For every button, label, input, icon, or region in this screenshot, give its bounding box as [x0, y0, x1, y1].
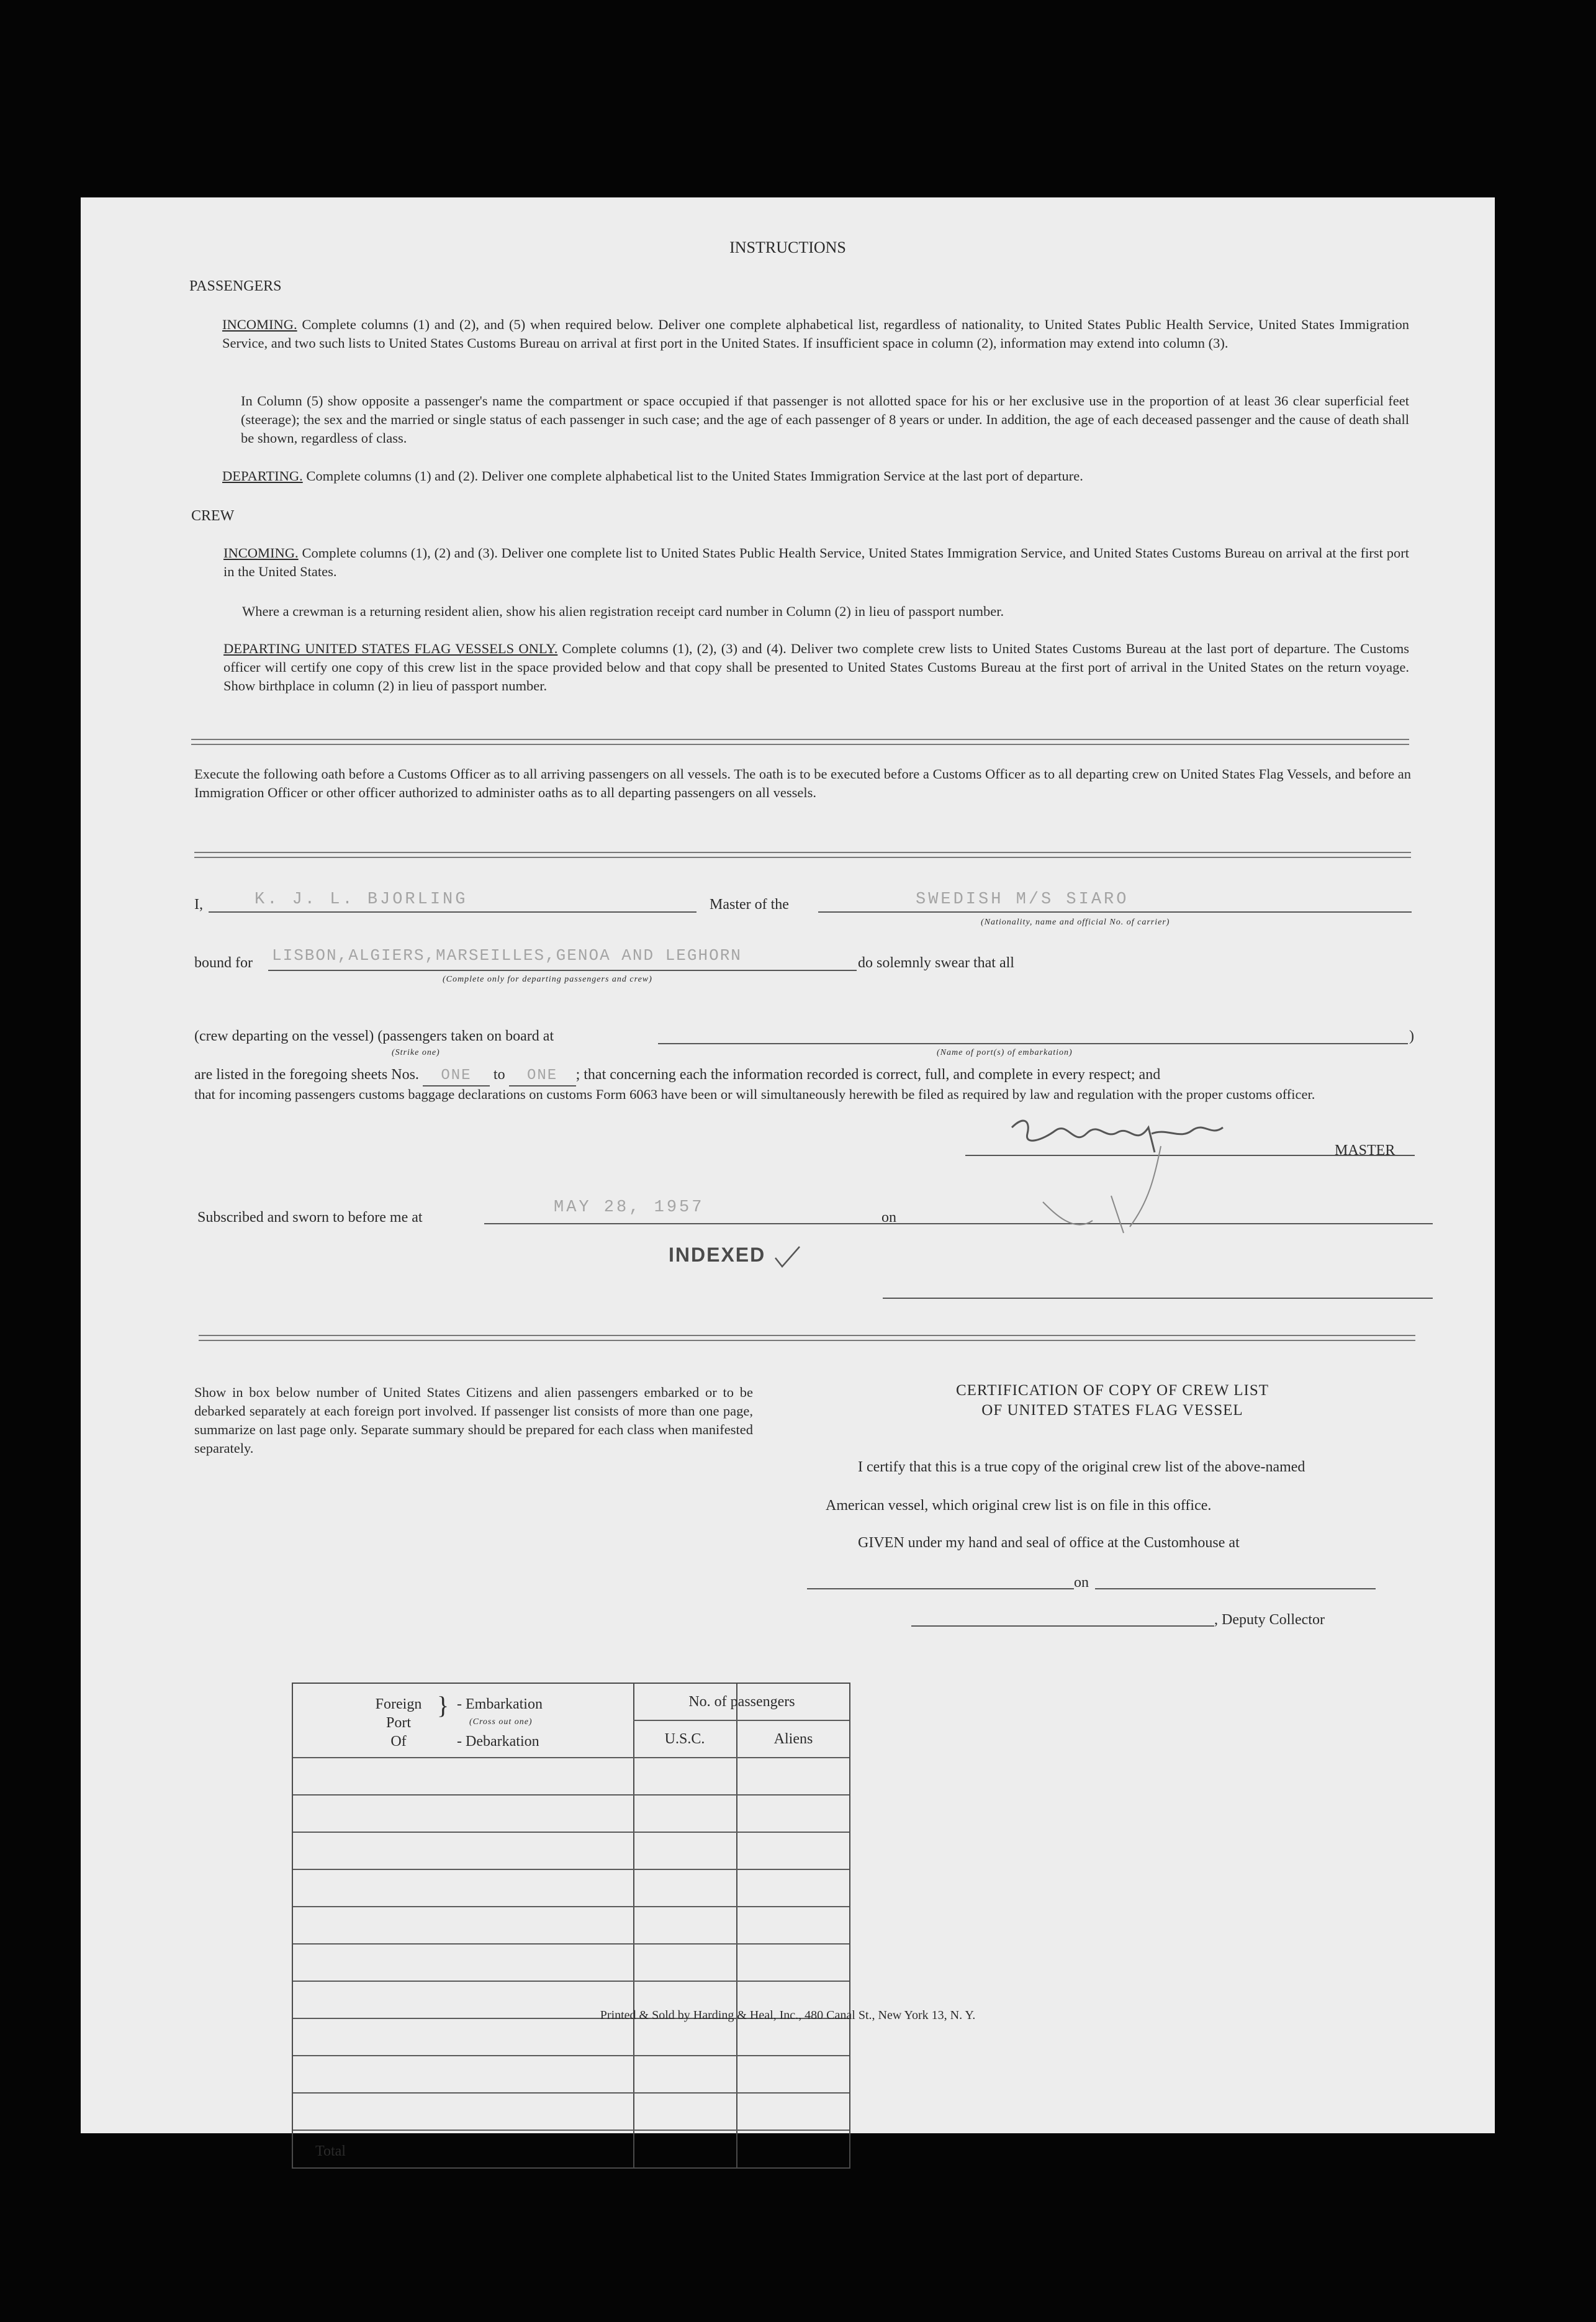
sworn-date: MAY 28, 1957 [554, 1198, 705, 1217]
deputy-signature-line [911, 1625, 1214, 1627]
section-divider [194, 852, 1411, 858]
cross-note: (Cross out one) [469, 1717, 533, 1727]
crew-resident-paragraph: Where a crewman is a returning resident alien, show his alien registration receipt card number in Column (2) in lieu of passport number. [242, 603, 1004, 619]
indexed-stamp [669, 1244, 803, 1269]
subscribed-label: Subscribed and sworn to before me at [197, 1209, 423, 1226]
baggage-text: that for incoming passengers customs baggage declarations on customs Form 6063 have been or will simultaneously herewith be filed as required by law and regulation with the proper customs officer. [194, 1086, 1315, 1102]
certification-date-line [1095, 1588, 1376, 1589]
form-sheet [81, 197, 1495, 2159]
certification-title-line2: OF UNITED STATES FLAG VESSEL [981, 1402, 1243, 1419]
master-name: K. J. L. BJORLING [255, 890, 468, 909]
bound-note: (Complete only for departing passengers and crew) [443, 975, 652, 984]
on-label: on [881, 1209, 896, 1226]
table-row [293, 1832, 849, 1833]
certification-title-line1: CERTIFICATION OF COPY OF CREW LIST [955, 1382, 1269, 1399]
passengers-column5-paragraph: In Column (5) show opposite a passenger's name the compartment or space occupied if that passenger is not allotted space for his or her exclusive use in the proportion of at least 36 clear superficial feet (steerage); the sex and the married or single status of each passenger in such case; and the age of each passenger of 8 years or under. In addition, the age of each deceased passenger and the cause of death shall be shown, regardless of class. [241, 393, 1409, 446]
crew-incoming-paragraph [223, 544, 1409, 581]
master-name-line [209, 911, 697, 913]
swear-text: do solemnly swear that all [858, 955, 1014, 971]
page-title: INSTRUCTIONS [729, 238, 846, 256]
certification-text3: GIVEN under my hand and seal of office at the Customhouse at [858, 1535, 1240, 1551]
table-row [293, 1906, 849, 1907]
passengers-departing-label: DEPARTING. [222, 468, 303, 484]
certification-text1: I certify that this is a true copy of the original crew list of the above-named [858, 1459, 1305, 1475]
bound-for-line [268, 970, 857, 971]
passengers-incoming-text: Complete columns (1) and (2), and (5) when required below. Deliver one complete alphabetical list, regardless of nationality, to United States Public Health Service, United States Immigration Service, and two such lists to United States Customs Bureau on arrival at first port in the United States. If insufficient space in column (2), information may extend into column (3). [222, 317, 1409, 351]
foreign-port-header [361, 1695, 436, 1751]
section-divider [191, 739, 1409, 745]
deputy-collector-label: , Deputy Collector [1214, 1612, 1325, 1628]
table-row [293, 2130, 849, 2131]
table-row [293, 1757, 849, 1758]
certification-text2: American vessel, which original crew list is on file in this office. [826, 1498, 1212, 1514]
table-row [293, 2092, 849, 2094]
check-mark-icon [772, 1244, 803, 1269]
debarkation-label: - Debarkation [457, 1733, 539, 1750]
certification-title [877, 1381, 1348, 1421]
vessel-line [818, 911, 1412, 913]
bound-for-label: bound for [194, 955, 253, 971]
aliens-header: Aliens [773, 1731, 813, 1747]
master-signature [1006, 1109, 1254, 1245]
strike-note: (Strike one) [392, 1048, 440, 1057]
sheet-to: ONE [526, 1067, 558, 1084]
crew-departing-label: DEPARTING UNITED STATES FLAG VESSELS ONLY. [223, 641, 558, 656]
of-label: Of [390, 1733, 407, 1750]
master-of-label: Master of the [710, 897, 789, 913]
foreign-label: Foreign [375, 1696, 422, 1712]
table-row [293, 1981, 849, 1982]
passengers-incoming-paragraph [222, 315, 1409, 353]
passengers-count-header: No. of passengers [688, 1694, 795, 1710]
section-divider [199, 1335, 1415, 1341]
printer-footer: Printed & Sold by Harding & Heal, Inc., 480 Canal St., New York 13, N. Y. [600, 2008, 976, 2022]
vessel-name: SWEDISH M/S SIARO [916, 890, 1129, 909]
crew-incoming-label: INCOMING. [223, 545, 299, 561]
indexed-stamp-text: INDEXED [669, 1244, 766, 1266]
table-row [293, 1794, 849, 1796]
passengers-heading: PASSENGERS [189, 278, 282, 294]
officer-signature-line [883, 1298, 1433, 1299]
customhouse-line [807, 1588, 1074, 1589]
summary-instructions: Show in box below number of United States Citizens and alien passengers embarked or to be debarked separately at each foreign port involved. If passenger list consists of more than one page, summarize on last page only. Separate summary should be prepared for each class when manifested separately. [194, 1385, 753, 1456]
embarkation-ports-line [658, 1043, 1408, 1044]
ports-note: (Name of port(s) of embarkation) [937, 1048, 1073, 1057]
table-row [293, 1869, 849, 1870]
sheet-from: ONE [441, 1067, 472, 1084]
table-row [293, 2055, 849, 2056]
table-column-divider [633, 1684, 634, 2167]
table-column-divider [736, 1684, 737, 2167]
port-label: Port [385, 1715, 411, 1731]
to-label: to [493, 1067, 505, 1083]
crew-heading: CREW [191, 508, 235, 524]
passenger-summary-table [292, 1683, 850, 2169]
oath-i-label: I, [194, 897, 203, 913]
master-label: MASTER [1335, 1142, 1395, 1159]
passengers-departing-text: Complete columns (1) and (2). Deliver one complete alphabetical list to the United States Immigration Service at the last port of departure. [306, 468, 1083, 484]
crew-incoming-text: Complete columns (1), (2) and (3). Deliver one complete list to United States Public Health Service, United States Immigration Service, and United States Customs Bureau on arrival at the first port in the United States. [223, 545, 1410, 579]
certification-on-label: on [1074, 1574, 1089, 1591]
brace-icon: } [437, 1691, 449, 1719]
table-header-divider [633, 1720, 849, 1721]
vessel-note: (Nationality, name and official No. of carrier) [981, 918, 1170, 927]
table-row [293, 1943, 849, 1945]
bound-for-destinations: LISBON,ALGIERS,MARSEILLES,GENOA AND LEGHORN [272, 946, 742, 965]
embarkation-label: - Embarkation [457, 1696, 543, 1712]
close-paren: ) [1409, 1028, 1414, 1044]
crew-departing-text: Complete columns (1), (2), (3) and (4). Deliver two complete crew lists to United States Customs Bureau at the last port of departure. The Customs officer will certify one copy of this crew list in the space provided below and that copy shall be presented to United States Customs Bureau at the first port of arrival in the United States on the return voyage. Show birthplace in column (2) in lieu of passport number. [223, 641, 1410, 693]
crew-departing-paragraph [223, 639, 1409, 695]
listed-text-line [194, 1065, 1160, 1086]
listed-text-a: are listed in the foregoing sheets Nos. [194, 1067, 419, 1083]
passengers-incoming-label: INCOMING. [222, 317, 297, 332]
crew-passengers-text: (crew departing on the vessel) (passengers taken on board at [194, 1028, 554, 1044]
oath-intro: Execute the following oath before a Customs Officer as to all arriving passengers on all vessels. The oath is to be executed before a Customs Officer as to all departing crew on United States Flag Vessels, and before an Immigration Officer or other officer authorized to administer oaths as to all departing passengers on all vessels. [194, 766, 1411, 800]
usc-header: U.S.C. [664, 1731, 705, 1747]
passengers-departing-paragraph [222, 467, 1409, 486]
sheet-to-field [509, 1065, 576, 1086]
sheet-from-field [423, 1065, 490, 1086]
listed-text-b: ; that concerning each the information recorded is correct, full, and complete in every respect; and [575, 1067, 1161, 1083]
total-label: Total [315, 2143, 346, 2159]
